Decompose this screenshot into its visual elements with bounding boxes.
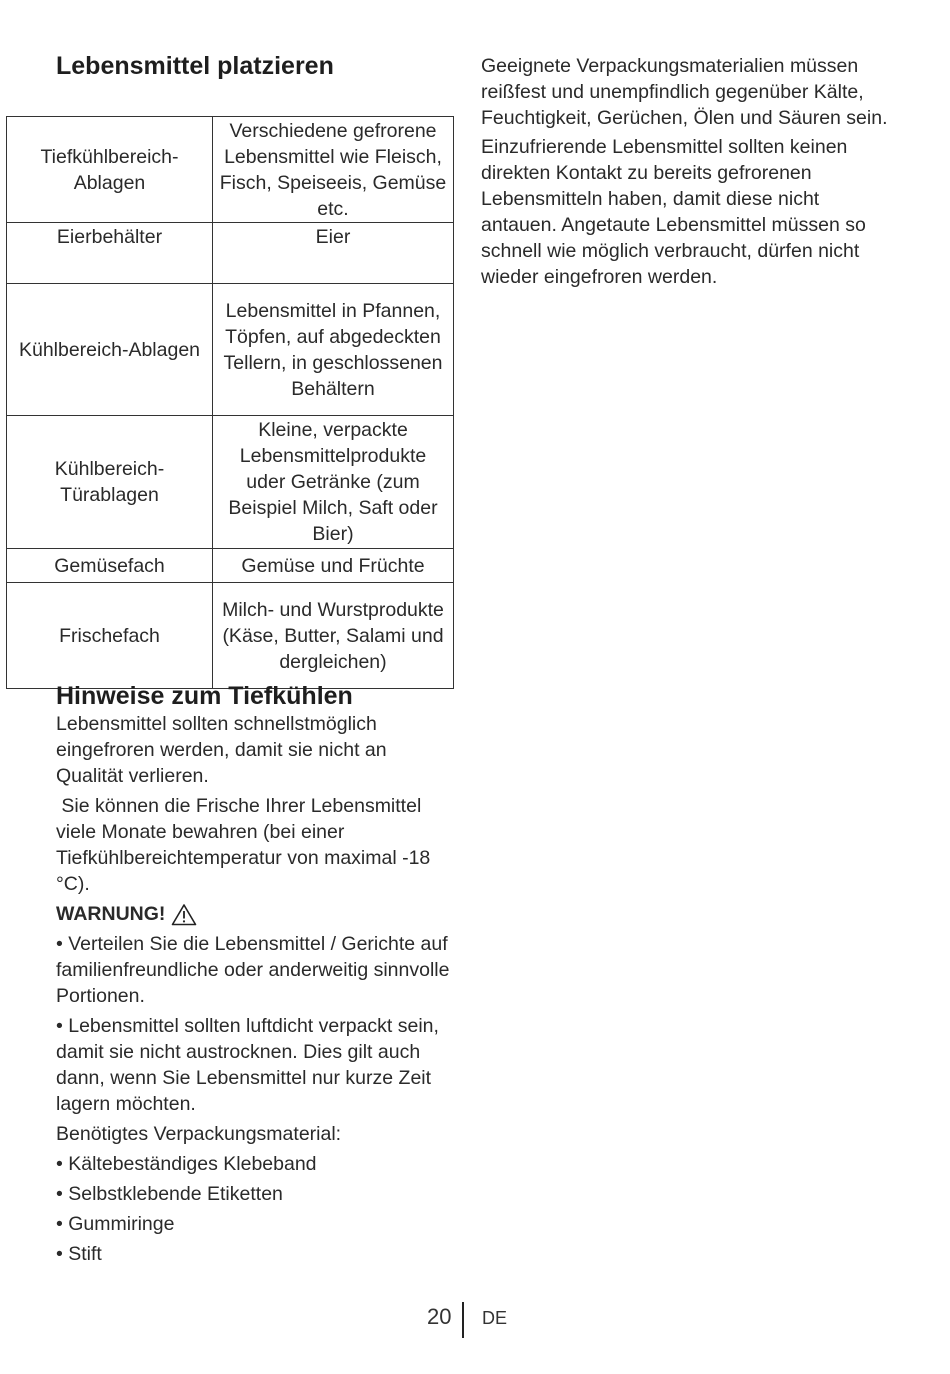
table-cell-content: Eier xyxy=(213,223,454,284)
bullet-item: • Lebensmittel sollten luftdicht verpackt sein, damit sie nicht austrocknen. Dies gilt auch dann, wenn Sie Lebensmittel nur kurze Zeit lagern möchten. xyxy=(56,1015,439,1115)
paragraph: Lebensmittel sollten schnellstmöglich eingefroren werden, damit sie nicht an Qualität verlieren. xyxy=(56,713,387,787)
table-row xyxy=(7,117,454,223)
table-cell-content: Verschiedene gefrorene Lebensmittel wie Fleisch, Fisch, Speiseeis, Gemüse etc. xyxy=(213,117,454,223)
table-cell-area: Frischefach xyxy=(7,583,213,689)
table-row xyxy=(7,284,454,416)
list-item: • Selbstklebende Etiketten xyxy=(56,1183,283,1205)
table-cell-area: Tiefkühlbereich- Ablagen xyxy=(7,117,213,223)
freezing-notes-text xyxy=(56,711,456,1271)
list-item: • Kältebeständiges Klebeband xyxy=(56,1153,317,1175)
bullet-item: • Verteilen Sie die Lebensmittel / Gerichte auf familienfreundliche oder anderweitig sinnvolle Portionen. xyxy=(56,933,450,1007)
list-item: • Stift xyxy=(56,1243,102,1265)
language-code: DE xyxy=(482,1308,508,1328)
section-title-freezing-notes: Hinweise zum Tiefkühlen xyxy=(56,682,353,710)
paragraph: Sie können die Frische Ihrer Lebensmittel viele Monate bewahren (bei einer Tiefkühlbereichtemperatur von maximal -18 °C). xyxy=(56,795,436,895)
paragraph: Geeignete Verpackungsmaterialien müssen reißfest und unempfindlich gegenüber Kälte, Feuchtigkeit, Gerüchen, Ölen und Säuren sein. xyxy=(481,55,888,129)
table-row xyxy=(7,583,454,689)
list-item: • Gummiringe xyxy=(56,1213,175,1235)
table-cell-area: Kühlbereich- Türablagen xyxy=(7,416,213,549)
table-cell-content: Gemüse und Früchte xyxy=(213,549,454,583)
packaging-notes-text xyxy=(481,53,891,293)
food-placement-table xyxy=(6,116,454,689)
footer-divider xyxy=(462,1302,464,1338)
warning-triangle-icon xyxy=(171,903,197,926)
table-cell-content: Lebensmittel in Pfannen, Töpfen, auf abgedeckten Tellern, in geschlossenen Behältern xyxy=(213,284,454,416)
table-cell-area: Kühlbereich-Ablagen xyxy=(7,284,213,416)
section-title-placing-food: Lebensmittel platzieren xyxy=(56,52,334,80)
paragraph: Einzufrierende Lebensmittel sollten keinen direkten Kontakt zu bereits gefrorenen Lebensmitteln haben, damit diese nicht antauen. Angetaute Lebensmittel müssen so schnell wie möglich verbraucht, dürfen nicht wieder eingefroren werden. xyxy=(481,136,866,288)
table-row xyxy=(7,223,454,284)
warning-heading xyxy=(56,901,456,927)
table-cell-content: Milch- und Wurstprodukte (Käse, Butter, Salami und dergleichen) xyxy=(213,583,454,689)
material-heading: Benötigtes Verpackungsmaterial: xyxy=(56,1123,342,1145)
page-footer xyxy=(0,1302,950,1338)
warning-label: WARNUNG! xyxy=(56,903,166,925)
table-cell-content: Kleine, verpackte Lebensmittelprodukte uder Getränke (zum Beispiel Milch, Saft oder Bier) xyxy=(213,416,454,549)
table-cell-area: Eierbehälter xyxy=(7,223,213,284)
page-number: 20 xyxy=(427,1304,452,1329)
table-cell-area: Gemüsefach xyxy=(7,549,213,583)
table-row xyxy=(7,416,454,549)
table-row xyxy=(7,549,454,583)
